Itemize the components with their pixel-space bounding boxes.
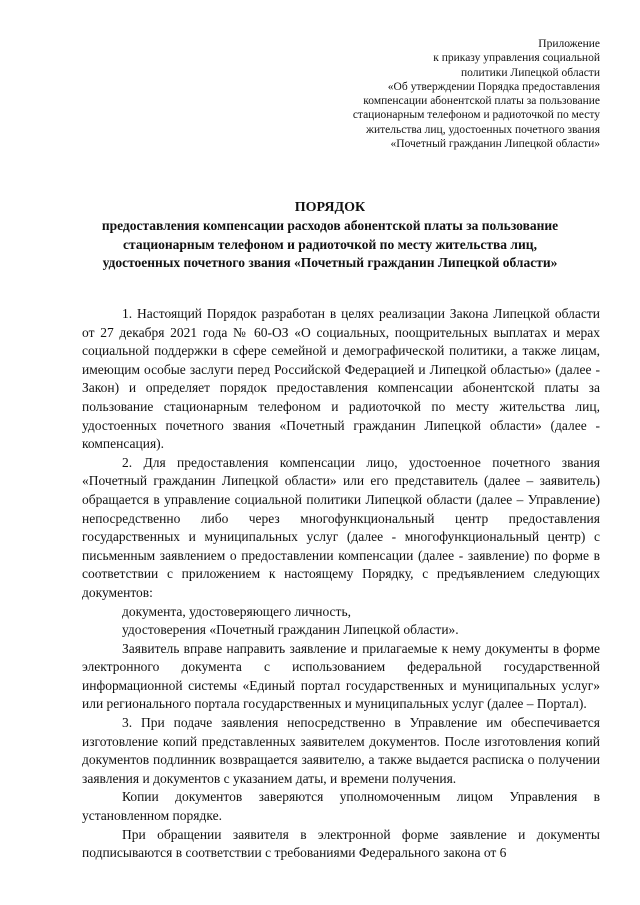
subtitle-line: стационарным телефоном и радиоточкой по месту жительства лиц, (123, 236, 537, 252)
paragraph: 1. Настоящий Порядок разработан в целях реализации Закона Липецкой области от 27 декабря 2021 года № 60-ОЗ «О социальных, поощрительных выплатах и мерах социальной поддержки в сфере семейной и демографической политики, а также лицам, имеющим особые заслуги перед Российской Федерацией и Липецкой областью» (далее - Закон) и определяет порядок предоставления компенсации абонентской платы за пользование стационарным телефоном и радиоточкой по месту жительства лиц, удостоенных почетного звания «Почетный гражданин Липецкой области» (далее - компенсация). (82, 306, 600, 452)
subtitle-line: удостоенных почетного звания «Почетный гражданин Липецкой области» (102, 255, 558, 270)
document-body (82, 305, 600, 863)
paragraph: 3. При подаче заявления непосредственно в Управление им обеспечивается изготовление копий представленных заявителем документов. После изготовления копий документов подлинник возвращается заявителю, а также выдается расписка о получении заявления и документов с указанием даты, и времени получения. (82, 715, 600, 786)
appendix-line: политики Липецкой области (460, 66, 600, 79)
appendix-line: «Об утверждении Порядка предоставления (387, 80, 600, 93)
appendix-line: Приложение (538, 38, 600, 50)
document-subtitle (55, 217, 605, 273)
appendix-line: к приказу управления социальной (433, 52, 600, 65)
document-title: ПОРЯДОК (294, 200, 366, 215)
document-list-item: удостоверения «Почетный гражданин Липецкой области». (122, 622, 459, 638)
subtitle-line: предоставления компенсации расходов абонентской платы за пользование (101, 218, 559, 233)
paragraph: При обращении заявителя в электронной форме заявление и документы подписываются в соответствии с требованиями Федерального закона от 6 (82, 826, 600, 861)
paragraph: Копии документов заверяются уполномоченным лицом Управления в установленном порядке. (82, 789, 600, 824)
appendix-line: жительства лиц, удостоенных почетного звания (366, 123, 600, 136)
appendix-line: стационарным телефоном и радиоточкой по месту (352, 109, 600, 122)
appendix-line: компенсации абонентской платы за пользование (363, 95, 600, 108)
appendix-line: «Почетный гражданин Липецкой области» (390, 138, 600, 151)
document-list-item: документа, удостоверяющего личность, (122, 603, 351, 619)
paragraph: 2. Для предоставления компенсации лицо, удостоенное почетного звания «Почетный гражданин Липецкой области» или его представитель (далее – заявитель) обращается в управление социальной политики Липецкой области (далее – Управление) непосредственно либо через многофункциональный центр предоставления государственных и муниципальных услуг (далее - многофункциональный центр) с письменным заявлением о предоставлении компенсации (далее - заявление) по форме в соответствии с приложением к настоящему Порядку, с предъявлением следующих документов: (82, 454, 600, 600)
appendix-header (300, 37, 600, 151)
paragraph: Заявитель вправе направить заявление и прилагаемые к нему документы в форме электронного документа с использованием федеральной государственной информационной системы «Единый портал государственных и муниципальных услуг» или регионального портала государственных и муниципальных услуг (далее – Портал). (82, 640, 600, 712)
